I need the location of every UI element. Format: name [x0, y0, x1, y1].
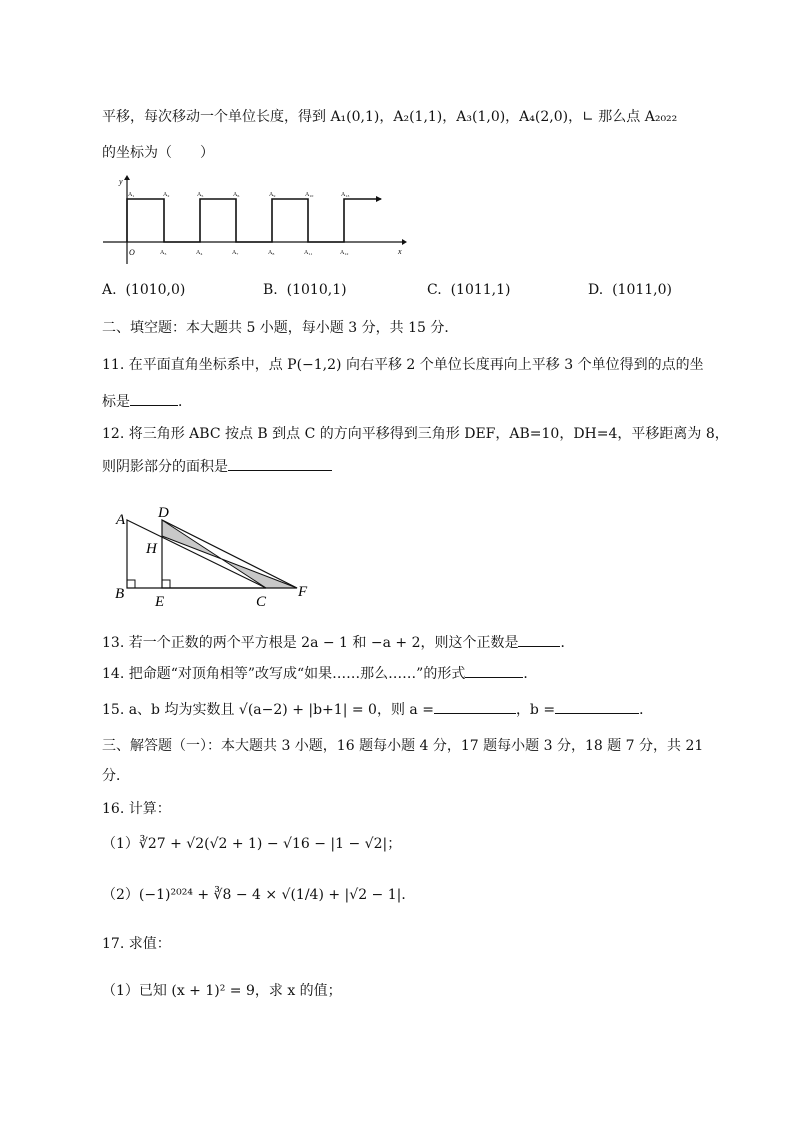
- label-h: H: [146, 541, 157, 557]
- section3-title-line1: 三、解答题（一）：本大题共 3 小题，16 题每小题 4 分，17 题每小题 3 分，18 题 7 分，共 21: [102, 738, 704, 754]
- q10-option-d: D. (1011,0): [588, 282, 673, 298]
- label-c: C: [256, 594, 267, 610]
- q17-title: 17. 求值：: [102, 936, 171, 952]
- label-A4: A₄: [196, 250, 203, 256]
- origin-label: O: [129, 248, 135, 257]
- q11-answer-blank[interactable]: [130, 391, 178, 406]
- q11-line2: 标是 ．: [102, 391, 192, 412]
- label-b: B: [115, 586, 125, 602]
- x-label: x: [398, 247, 402, 256]
- q11-line1: 11. 在平面直角坐标系中，点 P(−1,2) 向右平移 2 个单位长度再向上平移 3 个单位得到的点的坐: [102, 357, 704, 373]
- step-path: [127, 199, 381, 242]
- label-A2: A₂: [163, 192, 170, 198]
- label-A10: A₁₀: [305, 192, 314, 198]
- q14-answer-blank[interactable]: [465, 663, 523, 678]
- q10-option-c: C. (1011,1): [427, 282, 511, 298]
- q10-text-line2: 的坐标为（ ）: [102, 145, 214, 161]
- q13-answer-blank[interactable]: [518, 632, 560, 647]
- q13: 13. 若一个正数的两个平方根是 2a − 1 和 −a + 2，则这个正数是 ．: [102, 632, 574, 653]
- label-d: D: [158, 505, 169, 521]
- triangle-def: [162, 520, 297, 588]
- right-angle-e: [162, 580, 170, 588]
- q12-line1: 12. 将三角形 ABC 按点 B 到点 C 的方向平移得到三角形 DEF，AB=10，DH=4，平移距离为 8，: [102, 426, 729, 442]
- label-A8: A₈: [268, 250, 275, 256]
- y-label: y: [119, 177, 123, 186]
- q16-part1: （1）∛27 + √2(√2 + 1) − √16 − |1 − √2|；: [102, 836, 402, 852]
- y-axis-arrow: [124, 175, 130, 180]
- label-A7: A₇: [232, 250, 239, 256]
- label-A11: A₁₁: [304, 250, 313, 256]
- label-A5: A₅: [197, 192, 204, 198]
- q10-text-line1: 平移，每次移动一个单位长度，得到 A₁(0,1)，A₂(1,1)，A₃(1,0)，A₄(2,0)，∟ 那么点 A₂₀₂₂: [102, 109, 678, 125]
- q16-title: 16. 计算：: [102, 801, 171, 817]
- q12-triangle-figure: [110, 500, 320, 612]
- section2-title: 二、填空题：本大题共 5 小题，每小题 3 分，共 15 分．: [102, 320, 459, 336]
- label-f: F: [298, 584, 308, 600]
- q12-answer-blank[interactable]: [228, 456, 332, 471]
- q14: 14. 把命题“对顶角相等”改写成“如果……那么……”的形式 ．: [102, 663, 537, 684]
- q15-a-blank[interactable]: [434, 699, 516, 714]
- label-A6: A₆: [233, 192, 240, 198]
- label-A1: A₁: [128, 192, 135, 198]
- section3-title-line2: 分．: [102, 768, 130, 784]
- label-a: A: [116, 512, 126, 528]
- label-A3: A₃: [160, 250, 167, 256]
- label-A12: A₁₂: [340, 250, 349, 256]
- q10-option-b: B. (1010,1): [263, 282, 347, 298]
- label-e: E: [155, 594, 165, 610]
- q12-line2: 则阴影部分的面积是: [102, 456, 332, 477]
- label-A9: A₉: [269, 192, 276, 198]
- right-angle-b: [127, 580, 135, 588]
- q15: 15. a、b 均为实数且 √(a−2) + |b+1| = 0，则 a = ，b = ．: [102, 699, 653, 720]
- x-axis-arrow: [402, 239, 407, 245]
- q15-b-blank[interactable]: [555, 699, 639, 714]
- step-path-arrow: [376, 196, 382, 202]
- q16-part2: （2）(−1)²⁰²⁴ + ∛8 − 4 × √(1/4) + |√2 − 1|．: [102, 887, 416, 903]
- label-A13: A₁₃: [341, 192, 350, 198]
- q17-part1: （1）已知 (x + 1)² = 9，求 x 的值；: [102, 983, 342, 999]
- q10-step-graph: [100, 172, 410, 268]
- q10-option-a: A. (1010,0): [102, 282, 186, 298]
